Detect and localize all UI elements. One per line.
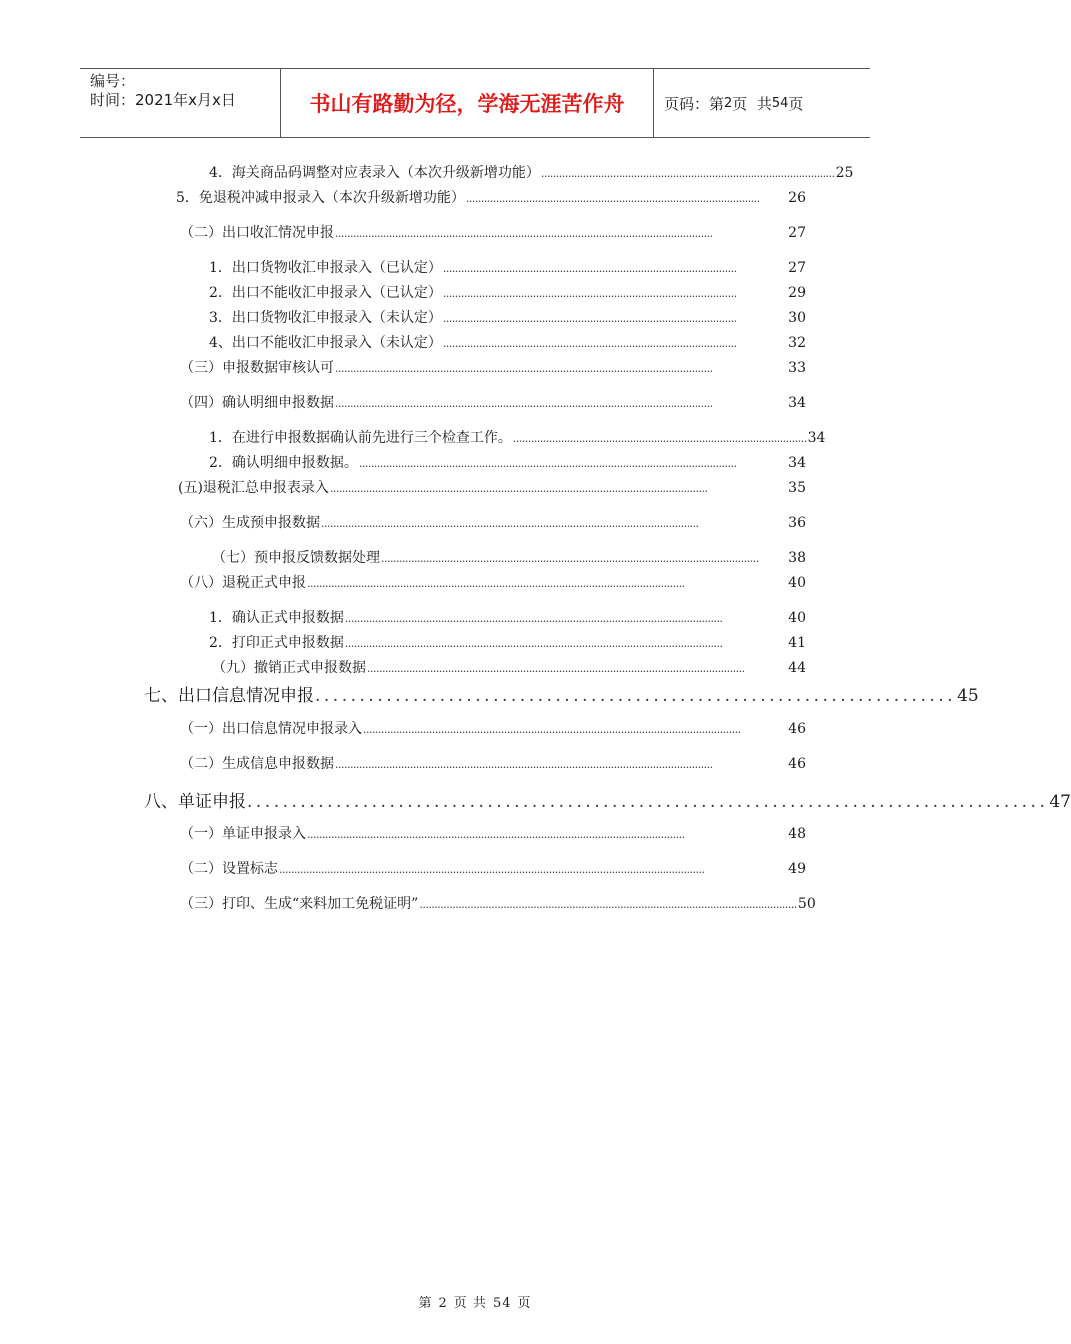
footer-page-current: 2 — [438, 1296, 448, 1311]
toc-entry[interactable]: 1．在进行申报数据确认前先进行三个检查工作。 .................................................................................................. 34 — [209, 430, 826, 446]
toc-entry[interactable]: （二）设置标志 .............................................................................................................................................. 49 — [180, 861, 806, 877]
toc-entry[interactable]: （二）生成信息申报数据 .............................................................................................................................. 46 — [180, 756, 806, 772]
document-date: 时间：2021年x月x日 — [90, 91, 236, 109]
toc-entry[interactable]: (五)退税汇总申报表录入 .............................................................................................................................. 35 — [178, 480, 806, 496]
toc-entry[interactable]: （六）生成预申报数据 .............................................................................................................................. 36 — [180, 515, 806, 531]
toc-entry[interactable]: （八）退税正式申报 .............................................................................................................................. 40 — [180, 575, 806, 591]
page-footer: 第 2 页 共 54 页 — [418, 1296, 532, 1311]
document-number-label: 编号： — [90, 72, 136, 90]
header-motto: 书山有路勤为径，学海无涯苦作舟 — [281, 69, 654, 137]
toc-entry[interactable]: （九）撤销正式申报数据 .............................................................................................................................. 44 — [212, 660, 806, 676]
toc-entry[interactable]: 4．海关商品码调整对应表录入（本次升级新增功能） .................................................................................................. 25 — [209, 165, 854, 181]
toc-chapter-entry[interactable]: 七、出口信息情况申报 ........................................................................ 45 — [144, 686, 979, 706]
toc-entry[interactable]: 2．出口不能收汇申报录入（已认定） .................................................................................................. 29 — [209, 285, 806, 301]
toc-entry[interactable]: 4、出口不能收汇申报录入（未认定） .................................................................................................. 32 — [209, 335, 806, 351]
toc-entry[interactable]: 2．打印正式申报数据 .............................................................................................................................. 41 — [209, 635, 806, 651]
toc-entry[interactable]: （三）打印、生成“来料加工免税证明” .............................................................................................................................. 50 — [180, 896, 816, 912]
toc-entry[interactable]: 1．确认正式申报数据 .............................................................................................................................. 40 — [209, 610, 806, 626]
header-page-indicator: 页码：第 2 页 共 54 页 — [664, 94, 804, 113]
toc-entry[interactable]: 5．免退税冲减申报录入（本次升级新增功能） .................................................................................................. 26 — [176, 190, 806, 206]
toc-entry[interactable]: 2．确认明细申报数据。 .............................................................................................................................. 34 — [209, 455, 806, 471]
toc-entry[interactable]: （一）出口信息情况申报录入 .............................................................................................................................. 46 — [180, 721, 806, 737]
toc-entry[interactable]: （七）预申报反馈数据处理 .............................................................................................................................. 38 — [212, 550, 806, 566]
footer-page-total: 54 — [492, 1296, 512, 1311]
toc-entry[interactable]: （四）确认明细申报数据 .............................................................................................................................. 34 — [180, 395, 806, 411]
toc-entry[interactable]: 1．出口货物收汇申报录入（已认定） .................................................................................................. 27 — [209, 260, 806, 276]
toc-chapter-entry[interactable]: 八、单证申报 .......................................................................................... 47 — [144, 792, 1071, 812]
toc-entry[interactable]: （一）单证申报录入 .............................................................................................................................. 48 — [180, 826, 806, 842]
toc-entry[interactable]: （二）出口收汇情况申报 .............................................................................................................................. 27 — [180, 225, 806, 241]
header-page-total: 54 — [771, 95, 789, 111]
toc-entry[interactable]: 3．出口货物收汇申报录入（未认定） .................................................................................................. 30 — [209, 310, 806, 326]
toc-entry[interactable]: （三）申报数据审核认可 .............................................................................................................................. 33 — [180, 360, 806, 376]
header-page-current: 2 — [724, 95, 733, 111]
